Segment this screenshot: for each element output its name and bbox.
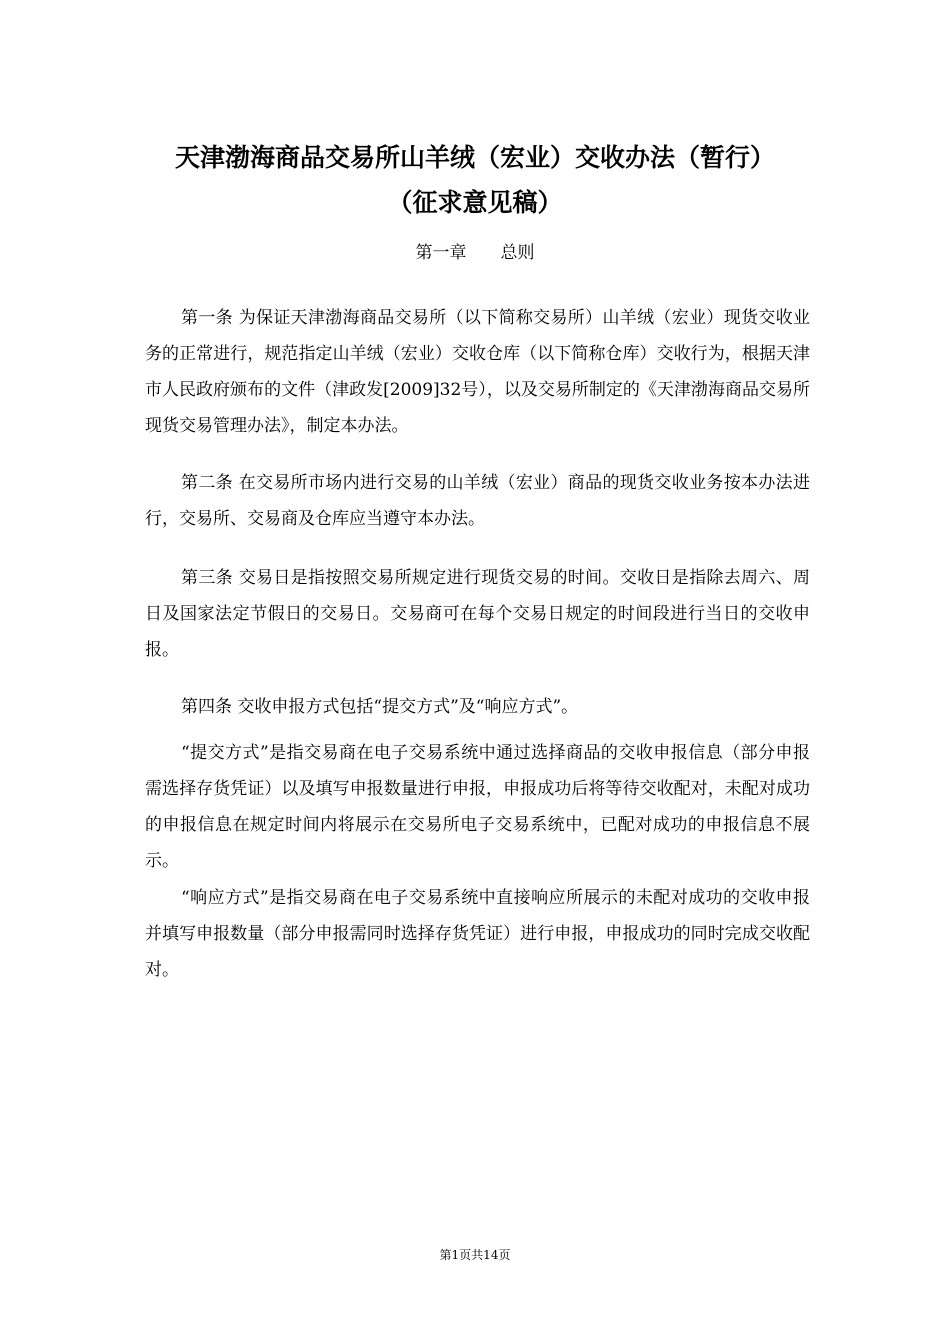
- page-footer: 第1页共14页: [439, 1248, 511, 1262]
- chapter-heading: 第一章 总则: [415, 243, 535, 263]
- document-title: 天津渤海商品交易所山羊绒（宏业）交收办法（暂行）: [174, 143, 775, 172]
- response-method-paragraph: “响应方式”是指交易商在电子交易系统中直接响应所展示的未配对成功的交收申报并填写申报数量（部分申报需同时选择存货凭证）进行申报，申报成功的同时完成交收配对。: [145, 888, 810, 980]
- article-4-paragraph: 第四条 交收申报方式包括“提交方式”及“响应方式”。: [181, 697, 579, 717]
- article-3-paragraph: 第三条 交易日是指按照交易所规定进行现货交易的时间。交收日是指除去周六、周日及国家法定节假日的交易日。交易商可在每个交易日规定的时间段进行当日的交收申报。: [145, 568, 810, 660]
- article-1-paragraph: 第一条 为保证天津渤海商品交易所（以下简称交易所）山羊绒（宏业）现货交收业务的正常进行，规范指定山羊绒（宏业）交收仓库（以下简称仓库）交收行为，根据天津市人民政府颁布的文件（津政发[2009]32号），以及交易所制定的《天津渤海商品交易所现货交易管理办法》，制定本办法。: [145, 308, 810, 436]
- article-2-paragraph: 第二条 在交易所市场内进行交易的山羊绒（宏业）商品的现货交收业务按本办法进行，交易所、交易商及仓库应当遵守本办法。: [145, 473, 810, 529]
- submit-method-paragraph: “提交方式”是指交易商在电子交易系统中通过选择商品的交收申报信息（部分申报需选择存货凭证）以及填写申报数量进行申报，申报成功后将等待交收配对，未配对成功的申报信息在规定时间内将展示在交易所电子交易系统中，已配对成功的申报信息不展示。: [145, 743, 810, 871]
- document-subtitle: （征求意见稿）: [387, 188, 563, 217]
